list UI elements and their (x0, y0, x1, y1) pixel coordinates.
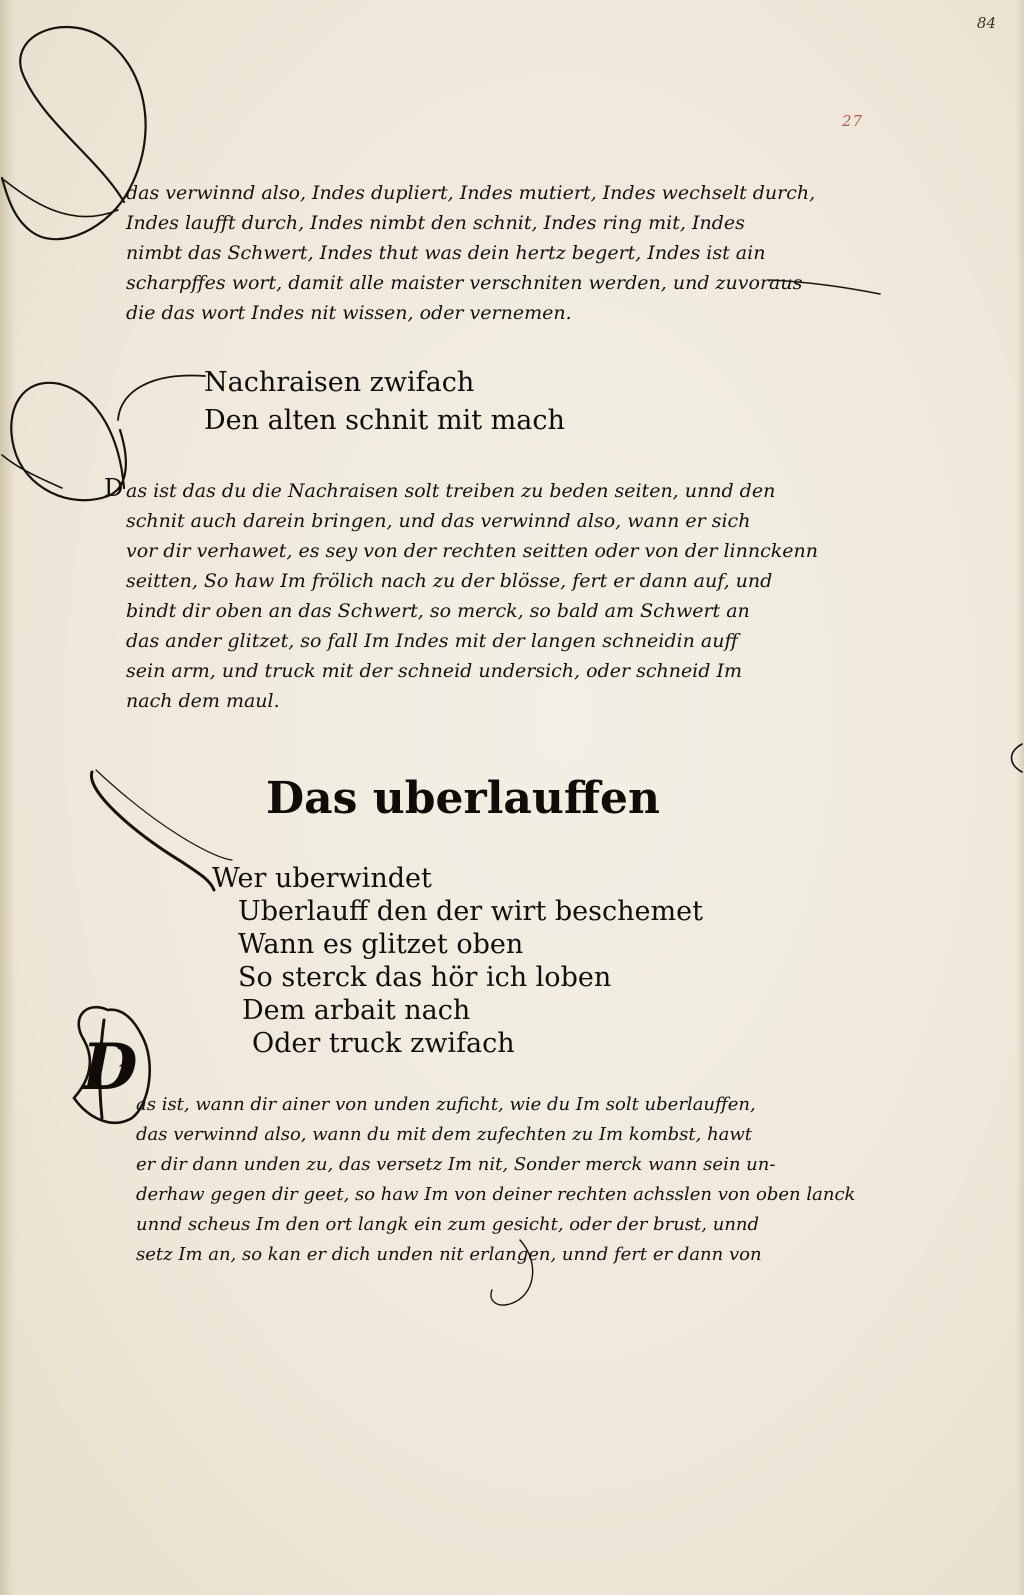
text-line: nach dem maul. (126, 690, 280, 712)
section2-heading (204, 364, 565, 440)
section3-text (136, 1090, 855, 1270)
section3-verse (212, 862, 703, 1060)
section2-text (126, 476, 818, 716)
text-line: das ander glitzet, so fall Im Indes mit der langen schneidin auff (126, 630, 738, 652)
text-line: as ist das du die Nachraisen solt treiben zu beden seiten, unnd den (126, 480, 776, 502)
verse-line: So sterck das hör ich loben (238, 962, 612, 993)
text-line: scharpffes wort, damit alle maister verschniten werden, und zuvoraus (126, 272, 803, 294)
text-line: sein arm, und truck mit der schneid undersich, oder schneid Im (126, 660, 742, 682)
verse-line: Oder truck zwifach (252, 1028, 515, 1059)
text-line: bindt dir oben an das Schwert, so merck, so bald am Schwert an (126, 600, 750, 622)
flourish-cadel-swoop (91, 772, 214, 890)
verse-line: Dem arbait nach (242, 995, 471, 1026)
heading-line: Nachraisen zwifach (204, 367, 475, 398)
text-line: derhaw gegen dir geet, so haw Im von deiner rechten achsslen von oben lanck (136, 1184, 856, 1205)
section2-initial: D (104, 474, 124, 502)
text-line: unnd scheus Im den ort langk ein zum gesicht, oder der brust, unnd (136, 1214, 760, 1235)
text-line: setz Im an, so kan er dich unden nit erlangen, unnd fert er dann von (136, 1244, 762, 1265)
text-line: er dir dann unden zu, das versetz Im nit, Sonder merck wann sein un- (136, 1154, 776, 1175)
text-line: Indes laufft durch, Indes nimbt den schnit, Indes ring mit, Indes (126, 212, 745, 234)
section3-initial: D (82, 1030, 138, 1105)
text-line: das verwinnd also, Indes dupliert, Indes mutiert, Indes wechselt durch, (126, 182, 816, 204)
text-line: die das wort Indes nit wissen, oder vernemen. (126, 302, 572, 324)
flourish-initial-middle-loop (118, 375, 205, 420)
verse-line: Uberlauff den der wirt beschemet (238, 896, 703, 927)
verse-line: Wann es glitzet oben (238, 929, 524, 960)
heading-line: Den alten schnit mit mach (204, 405, 565, 436)
flourish-initial-top-tail (4, 180, 118, 217)
text-line: seitten, So haw Im frölich nach zu der blösse, fert er dann auf, und (126, 570, 773, 592)
flourish-right-edge (1012, 744, 1023, 772)
text-line: nimbt das Schwert, Indes thut was dein hertz begert, Indes ist ain (126, 242, 766, 264)
marginal-note: 27 (842, 112, 864, 130)
flourish-initial-middle-left (2, 455, 62, 488)
section3-heading: Das uberlauffen (266, 773, 661, 824)
section1-text (126, 178, 815, 328)
text-line: schnit auch darein bringen, und das verwinnd also, wann er sich (126, 510, 751, 532)
flourish-initial-top (2, 27, 146, 239)
text-line: as ist, wann dir ainer von unden zuficht, wie du Im solt uberlauffen, (136, 1094, 756, 1115)
verse-line: Wer uberwindet (212, 863, 432, 894)
text-line: vor dir verhawet, es sey von der rechten seitten oder von der linnckenn (126, 540, 818, 562)
flourish-cadel-hairline (96, 770, 232, 860)
text-line: das verwinnd also, wann du mit dem zufechten zu Im kombst, hawt (136, 1124, 753, 1145)
folio-number: 84 (976, 14, 996, 32)
